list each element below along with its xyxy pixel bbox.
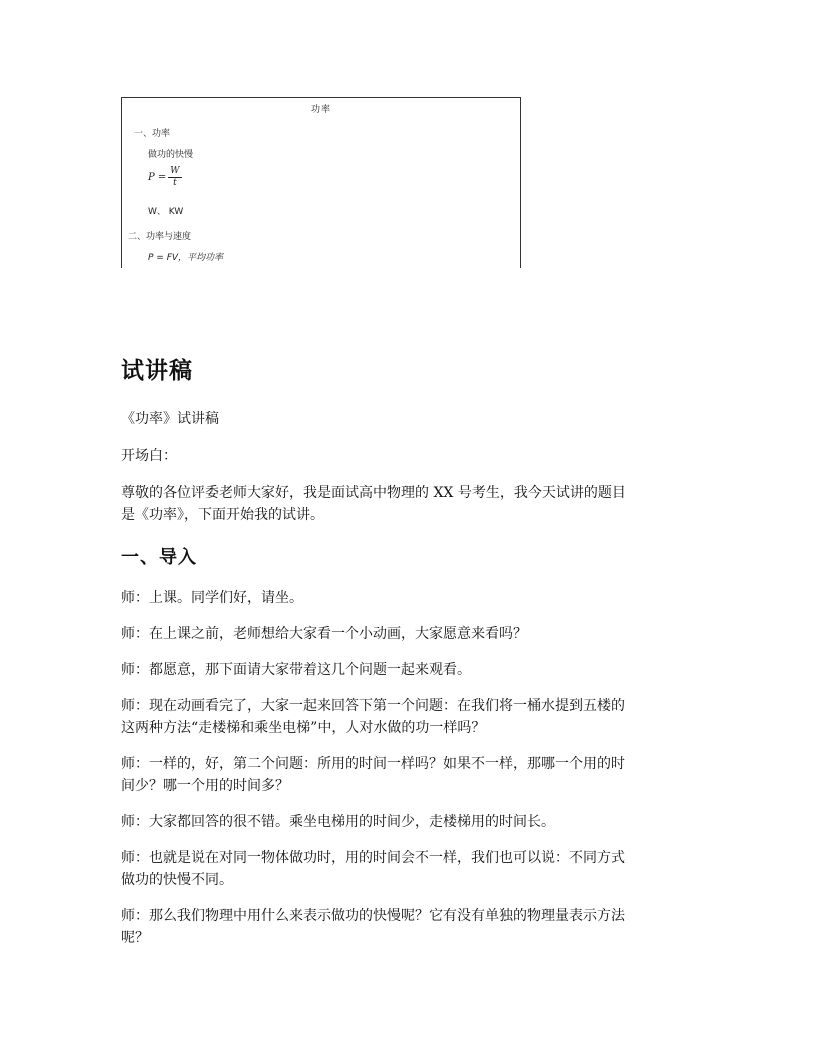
teacher-line-1: 师：上课。同学们好，请坐。 [121, 590, 303, 606]
teacher-line-3: 师：都愿意，那下面请大家带着这几个问题一起来观看。 [121, 662, 471, 678]
intro-paragraph-line-1: 尊敬的各位评委老师大家好，我是面试高中物理的 XX 号考生，我今天试讲的题目 [121, 485, 626, 501]
teacher-line-7b: 做功的快慢不同。 [121, 872, 233, 888]
formula-lhs: P = [148, 172, 167, 183]
board-title: 功率 [310, 105, 331, 115]
board-line-units: W、 KW [148, 207, 184, 217]
teacher-line-8a: 师：那么我们物理中用什么来表示做功的快慢呢？它有没有单独的物理量表示方法 [121, 908, 625, 924]
teacher-line-4b: 这两种方法“走楼梯和乘坐电梯”中，人对水做的功一样吗？ [121, 720, 486, 736]
opening-label: 开场白： [121, 448, 177, 464]
blackboard-design-image [121, 97, 521, 268]
section-heading-intro: 一、导入 [121, 547, 197, 568]
board-formula [148, 166, 182, 189]
formula-numerator: W [170, 166, 180, 176]
board-line-definition: 做功的快慢 [148, 150, 194, 160]
teacher-line-4a: 师：现在动画看完了，大家一起来回答下第一个问题：在我们将一桶水提到五楼的 [121, 698, 625, 714]
teacher-line-5a: 师：一样的，好，第二个问题：所用的时间一样吗？如果不一样，那哪一个用的时 [121, 756, 625, 772]
teacher-line-6: 师：大家都回答的很不错。乘坐电梯用的时间少，走楼梯用的时间长。 [121, 814, 555, 830]
teacher-line-2: 师：在上课之前，老师想给大家看一个小动画，大家愿意来看吗？ [121, 626, 527, 642]
board-line-power-speed: 二、功率与速度 [128, 232, 192, 242]
teacher-line-8b: 呢？ [121, 930, 149, 946]
page-title: 试讲稿 [121, 358, 193, 384]
doc-subtitle: 《功率》试讲稿 [121, 411, 219, 427]
teacher-line-7a: 师：也就是说在对同一物体做功时，用的时间会不一样，我们也可以说：不同方式 [121, 850, 625, 866]
board-line-power: 一、功率 [134, 129, 171, 139]
intro-paragraph-line-2: 是《功率》，下面开始我的试讲。 [121, 507, 324, 523]
formula-fraction [168, 166, 181, 189]
board-line-pfv: P = FV，平均功率 [148, 253, 224, 263]
teacher-line-5b: 间少？哪一个用的时间多？ [121, 778, 289, 794]
formula-denominator: t [173, 178, 177, 188]
